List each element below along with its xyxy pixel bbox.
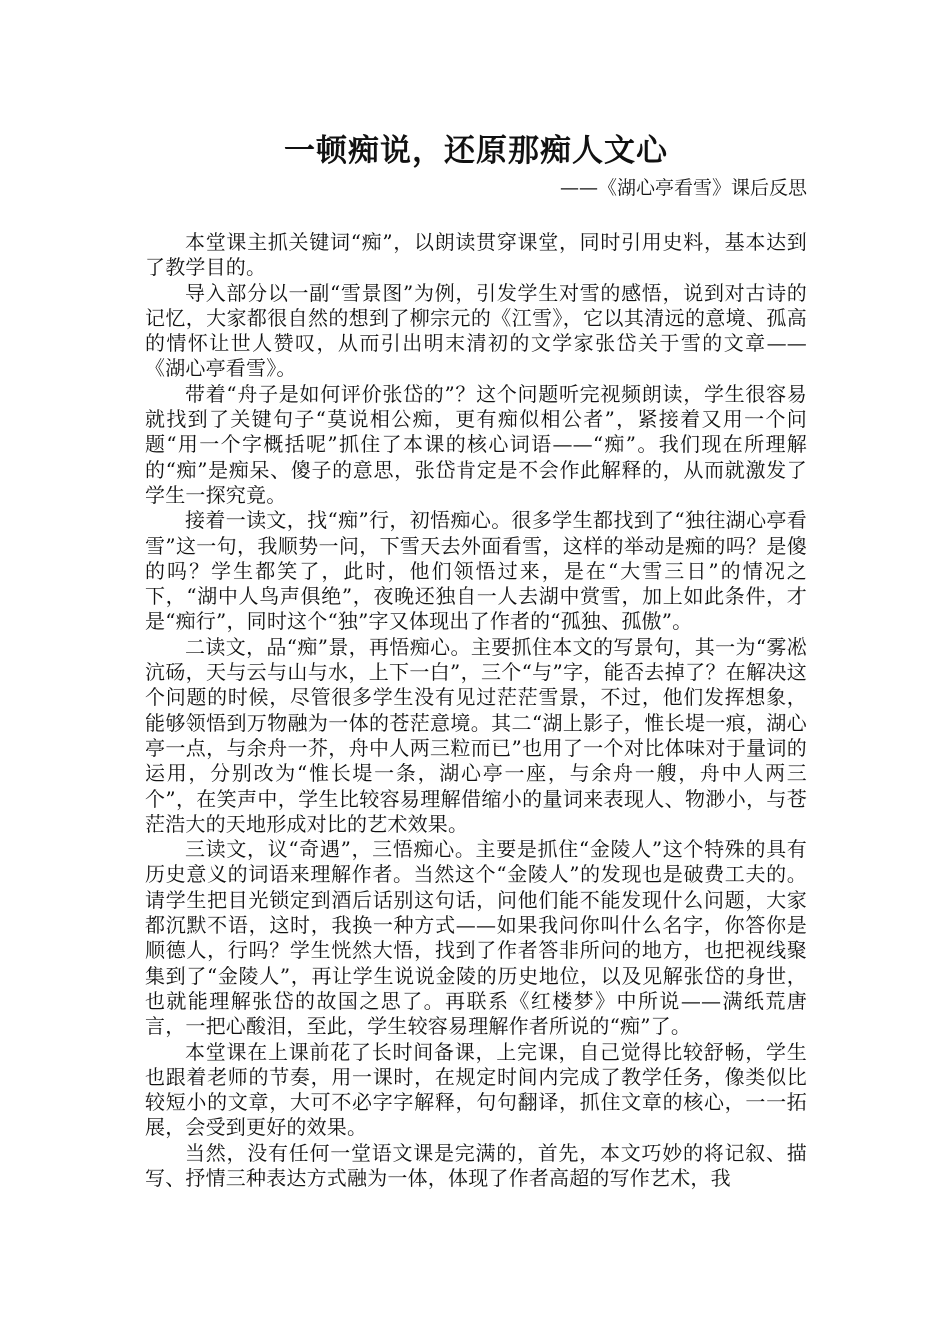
document-body bbox=[145, 230, 807, 1191]
paragraph: 导入部分以一副“雪景图”为例，引发学生对雪的感悟，说到对古诗的记忆，大家都很自然的想到了柳宗元的《江雪》，它以其清远的意境、孤高的情怀让世人赞叹，从而引出明末清初的文学家张岱关于雪的文章——《湖心亭看雪》。 bbox=[145, 280, 807, 381]
document-page bbox=[145, 128, 807, 1191]
paragraph: 带着“舟子是如何评价张岱的”？这个问题听完视频朗读，学生很容易就找到了关键句子“莫说相公痴，更有痴似相公者”，紧接着又用一个问题“用一个字概括呢”抓住了本课的核心词语——“痴”。我们现在所理解的“痴”是痴呆、傻子的意思，张岱肯定是不会作此解释的，从而就激发了学生一探究竟。 bbox=[145, 381, 807, 507]
paragraph: 三读文，议“奇遇”，三悟痴心。主要是抓住“金陵人”这个特殊的具有历史意义的词语来理解作者。当然这个“金陵人”的发现也是破费工夫的。请学生把目光锁定到酒后话别这句话，问他们能不能发现什么问题，大家都沉默不语，这时，我换一种方式——如果我问你叫什么名字，你答你是顺德人，行吗？学生恍然大悟，找到了作者答非所问的地方，也把视线聚集到了“金陵人”，再让学生说说金陵的历史地位，以及见解张岱的身世，也就能理解张岱的故国之思了。再联系《红楼梦》中所说——满纸荒唐言，一把心酸泪，至此，学生较容易理解作者所说的“痴”了。 bbox=[145, 837, 807, 1039]
paragraph: 二读文，品“痴”景，再悟痴心。主要抓住本文的写景句，其一为“雾凇沆砀，天与云与山与水，上下一白”，三个“与”字，能否去掉了？在解决这个问题的时候，尽管很多学生没有见过茫茫雪景，不过，他们发挥想象，能够领悟到万物融为一体的苍茫意境。其二“湖上影子，惟长堤一痕，湖心亭一点，与余舟一芥，舟中人两三粒而已”也用了一个对比体味对于量词的运用，分别改为“惟长堤一条，湖心亭一座，与余舟一艘，舟中人两三个”，在笑声中，学生比较容易理解借缩小的量词来表现人、物渺小，与苍茫浩大的天地形成对比的艺术效果。 bbox=[145, 634, 807, 836]
paragraph: 本堂课在上课前花了长时间备课，上完课，自己觉得比较舒畅，学生也跟着老师的节奏，用一课时，在规定时间内完成了教学任务，像类似比较短小的文章，大可不必字字解释，句句翻译，抓住文章的核心，一一拓展，会受到更好的效果。 bbox=[145, 1039, 807, 1140]
paragraph: 本堂课主抓关键词“痴”，以朗读贯穿课堂，同时引用史料，基本达到了教学目的。 bbox=[145, 230, 807, 280]
paragraph: 当然，没有任何一堂语文课是完满的，首先，本文巧妙的将记叙、描写、抒情三种表达方式融为一体，体现了作者高超的写作艺术，我 bbox=[145, 1140, 807, 1190]
document-subtitle: ——《湖心亭看雪》课后反思 bbox=[559, 177, 807, 199]
paragraph: 接着一读文，找“痴”行，初悟痴心。很多学生都找到了“独往湖心亭看雪”这一句，我顺势一问，下雪天去外面看雪，这样的举动是痴的吗？是傻的吗？学生都笑了，此时，他们领悟过来，是在“大雪三日”的情况之下，“湖中人鸟声俱绝”，夜晚还独自一人去湖中赏雪，加上如此条件，才是“痴行”，同时这个“独”字又体现出了作者的“孤独、孤傲”。 bbox=[145, 508, 807, 634]
document-title: 一顿痴说，还原那痴人文心 bbox=[284, 133, 668, 169]
